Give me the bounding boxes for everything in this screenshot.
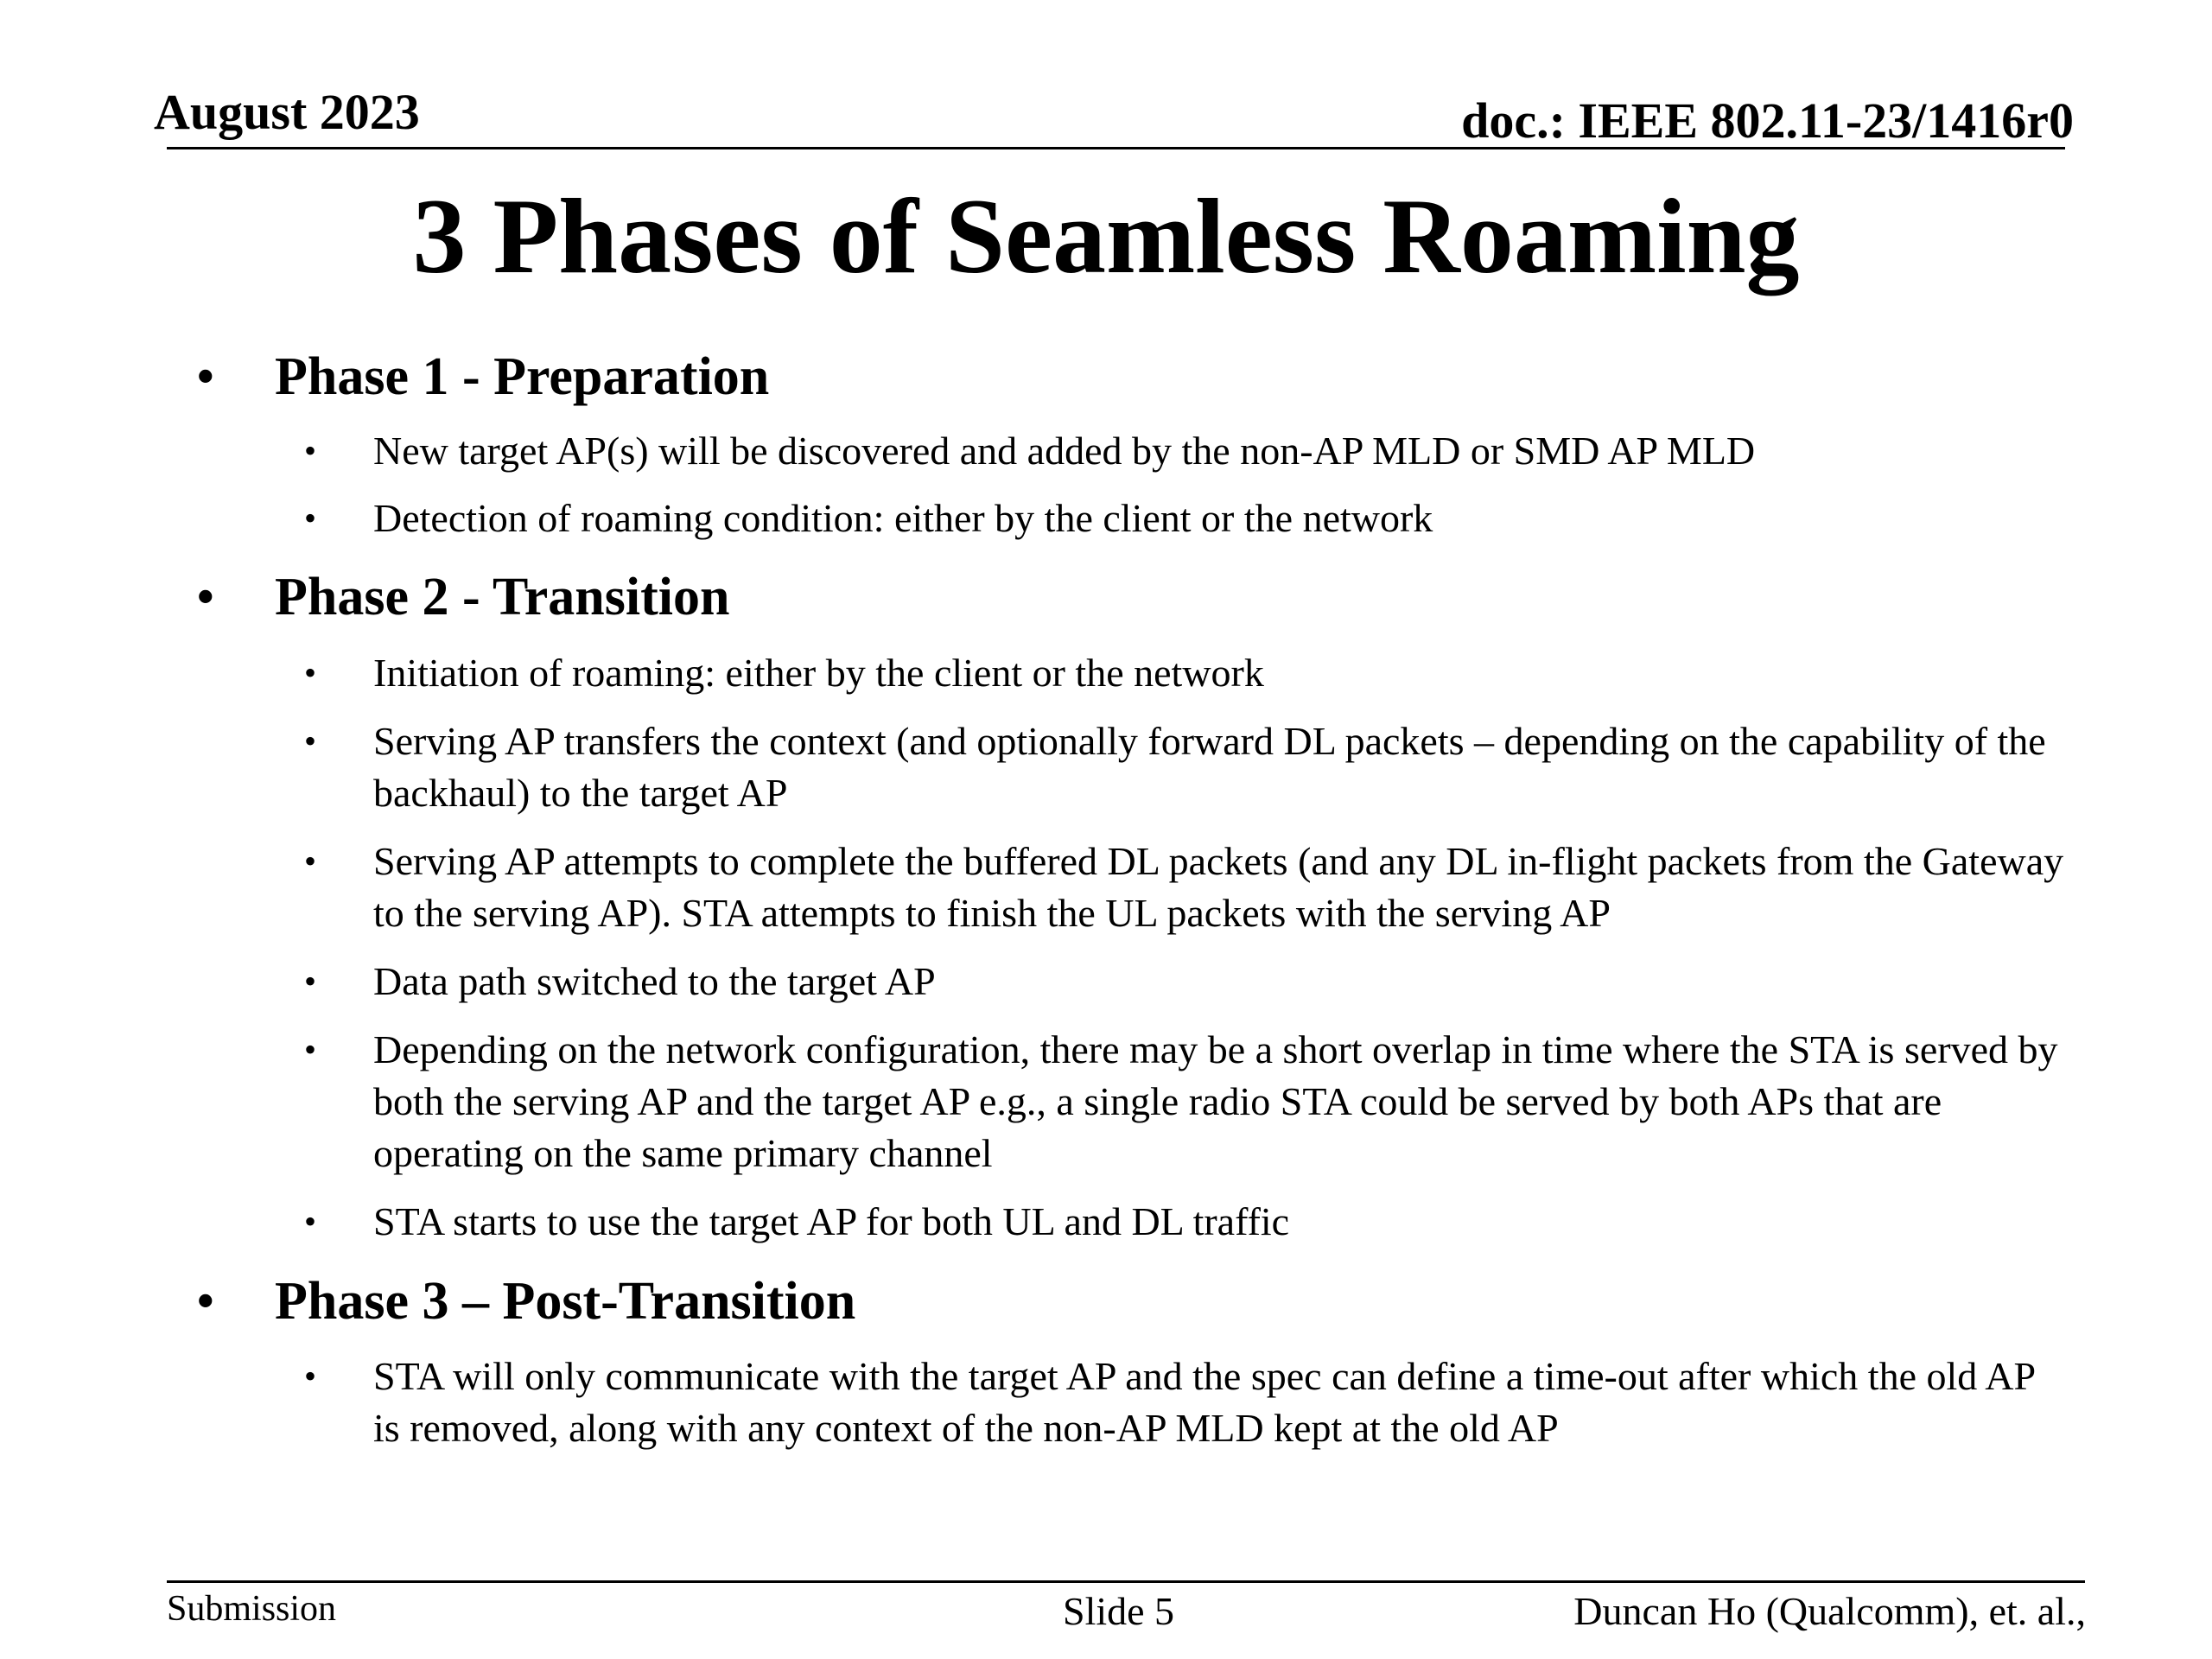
list-item-text: Detection of roaming condition: either by the client or the network bbox=[373, 496, 1433, 540]
header-doc-id: doc.: IEEE 802.11-23/1416r0 bbox=[1461, 92, 2074, 149]
list-item-text: Serving AP transfers the context (and optionally forward DL packets – depending on the capability of the backhaul) to the target AP bbox=[373, 719, 2046, 815]
list-item-text: Serving AP attempts to complete the buffered DL packets (and any DL in-flight packets from the Gateway to the serving AP). STA attempts to finish the UL packets with the serving AP bbox=[373, 839, 2064, 935]
list-item bbox=[304, 425, 2067, 477]
list-item-text: Data path switched to the target AP bbox=[373, 959, 936, 1003]
bullet-icon: • bbox=[304, 431, 317, 470]
list-item bbox=[304, 647, 2067, 699]
phase-1-heading-row bbox=[197, 346, 2055, 408]
slide-title: 3 Phases of Seamless Roaming bbox=[412, 177, 1800, 296]
phase-heading: Phase 2 - Transition bbox=[275, 568, 730, 626]
list-item-text: STA will only communicate with the target AP and the spec can define a time-out after which the old AP is removed, along with any context of the non-AP MLD kept at the old AP bbox=[373, 1354, 2035, 1450]
bullet-icon: • bbox=[304, 721, 317, 760]
list-item bbox=[304, 1024, 2067, 1179]
footer-slide-number: Slide 5 bbox=[1063, 1589, 1175, 1633]
phase-heading: Phase 3 – Post-Transition bbox=[275, 1272, 856, 1331]
list-item bbox=[304, 1351, 2067, 1454]
bullet-icon: • bbox=[304, 499, 317, 537]
list-item bbox=[304, 836, 2067, 939]
bullet-icon: • bbox=[304, 1202, 317, 1241]
bullet-icon: • bbox=[304, 962, 317, 1001]
footer-author: Duncan Ho (Qualcomm), et. al., bbox=[1573, 1589, 2086, 1633]
list-item bbox=[304, 1196, 2067, 1248]
bullet-icon: • bbox=[197, 350, 214, 404]
list-item bbox=[304, 493, 2067, 544]
list-item bbox=[304, 956, 2067, 1007]
footer-divider bbox=[167, 1580, 2085, 1583]
list-item-text: Depending on the network configuration, there may be a short overlap in time where the STA is served by both the serving AP and the target AP e.g., a single radio STA could be served by both APs that are operating on the same primary channel bbox=[373, 1027, 2058, 1175]
phase-2-heading-row bbox=[197, 566, 2055, 628]
list-item-text: STA starts to use the target AP for both UL and DL traffic bbox=[373, 1199, 1290, 1243]
phase-3-heading-row bbox=[197, 1270, 2055, 1332]
footer-submission: Submission bbox=[167, 1589, 337, 1629]
header-date: August 2023 bbox=[154, 84, 420, 140]
bullet-icon: • bbox=[197, 1274, 214, 1328]
list-item bbox=[304, 715, 2067, 819]
bullet-icon: • bbox=[304, 653, 317, 692]
bullet-icon: • bbox=[304, 1030, 317, 1069]
list-item-text: Initiation of roaming: either by the client or the network bbox=[373, 651, 1264, 695]
bullet-icon: • bbox=[304, 1357, 317, 1395]
list-item-text: New target AP(s) will be discovered and added by the non-AP MLD or SMD AP MLD bbox=[373, 429, 1756, 473]
bullet-icon: • bbox=[197, 570, 214, 624]
bullet-icon: • bbox=[304, 842, 317, 880]
phase-heading: Phase 1 - Preparation bbox=[275, 347, 770, 406]
